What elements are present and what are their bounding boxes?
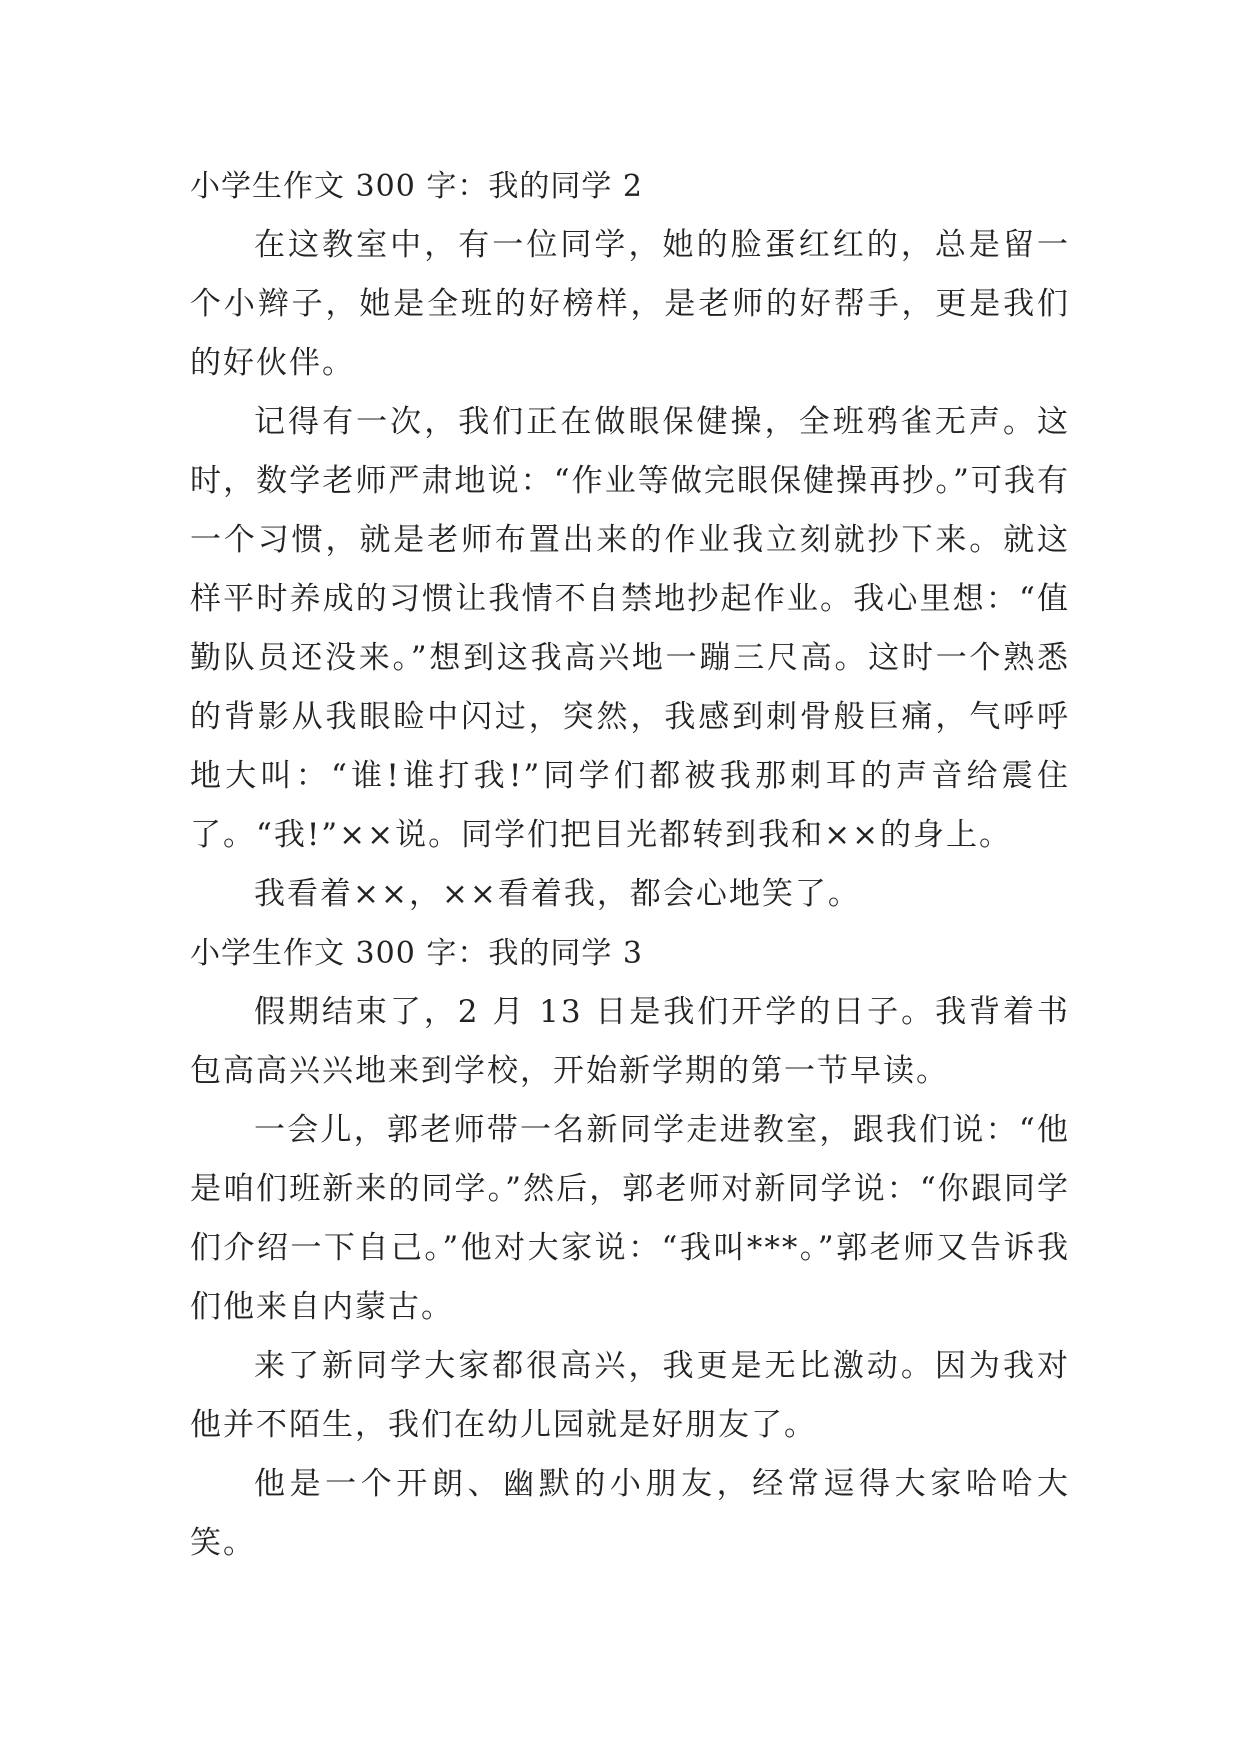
document-body	[190, 157, 1070, 1573]
essay-section-2	[190, 157, 1070, 924]
paragraph: 一会儿，郭老师带一名新同学走进教室，跟我们说：“他是咱们班新来的同学。”然后，郭老师对新同学说：“你跟同学们介绍一下自己。”他对大家说：“我叫***。”郭老师又告诉我们他来自内蒙古。	[190, 1112, 1070, 1325]
section-heading: 小学生作文 300 字：我的同学 2	[190, 169, 643, 204]
section-heading: 小学生作文 300 字：我的同学 3	[190, 936, 643, 971]
paragraph: 假期结束了，2 月 13 日是我们开学的日子。我背着书包高高兴兴地来到学校，开始新学期的第一节早读。	[190, 994, 1070, 1089]
paragraph: 在这教室中，有一位同学，她的脸蛋红红的，总是留一个小辫子，她是全班的好榜样，是老师的好帮手，更是我们的好伙伴。	[190, 227, 1070, 381]
paragraph: 记得有一次，我们正在做眼保健操，全班鸦雀无声。这时，数学老师严肃地说：“作业等做完眼保健操再抄。”可我有一个习惯，就是老师布置出来的作业我立刻就抄下来。就这样平时养成的习惯让我情不自禁地抄起作业。我心里想：“值勤队员还没来。”想到这我高兴地一蹦三尺高。这时一个熟悉的背影从我眼睑中闪过，突然，我感到刺骨般巨痛，气呼呼地大叫：“谁!谁打我!”同学们都被我那刺耳的声音给震住了。“我!”××说。同学们把目光都转到我和××的身上。	[190, 404, 1070, 853]
essay-section-3	[190, 924, 1070, 1573]
paragraph: 我看着××，××看着我，都会心地笑了。	[254, 876, 861, 912]
paragraph: 他是一个开朗、幽默的小朋友，经常逗得大家哈哈大笑。	[190, 1466, 1070, 1561]
paragraph: 来了新同学大家都很高兴，我更是无比激动。因为我对他并不陌生，我们在幼儿园就是好朋友了。	[190, 1348, 1070, 1443]
